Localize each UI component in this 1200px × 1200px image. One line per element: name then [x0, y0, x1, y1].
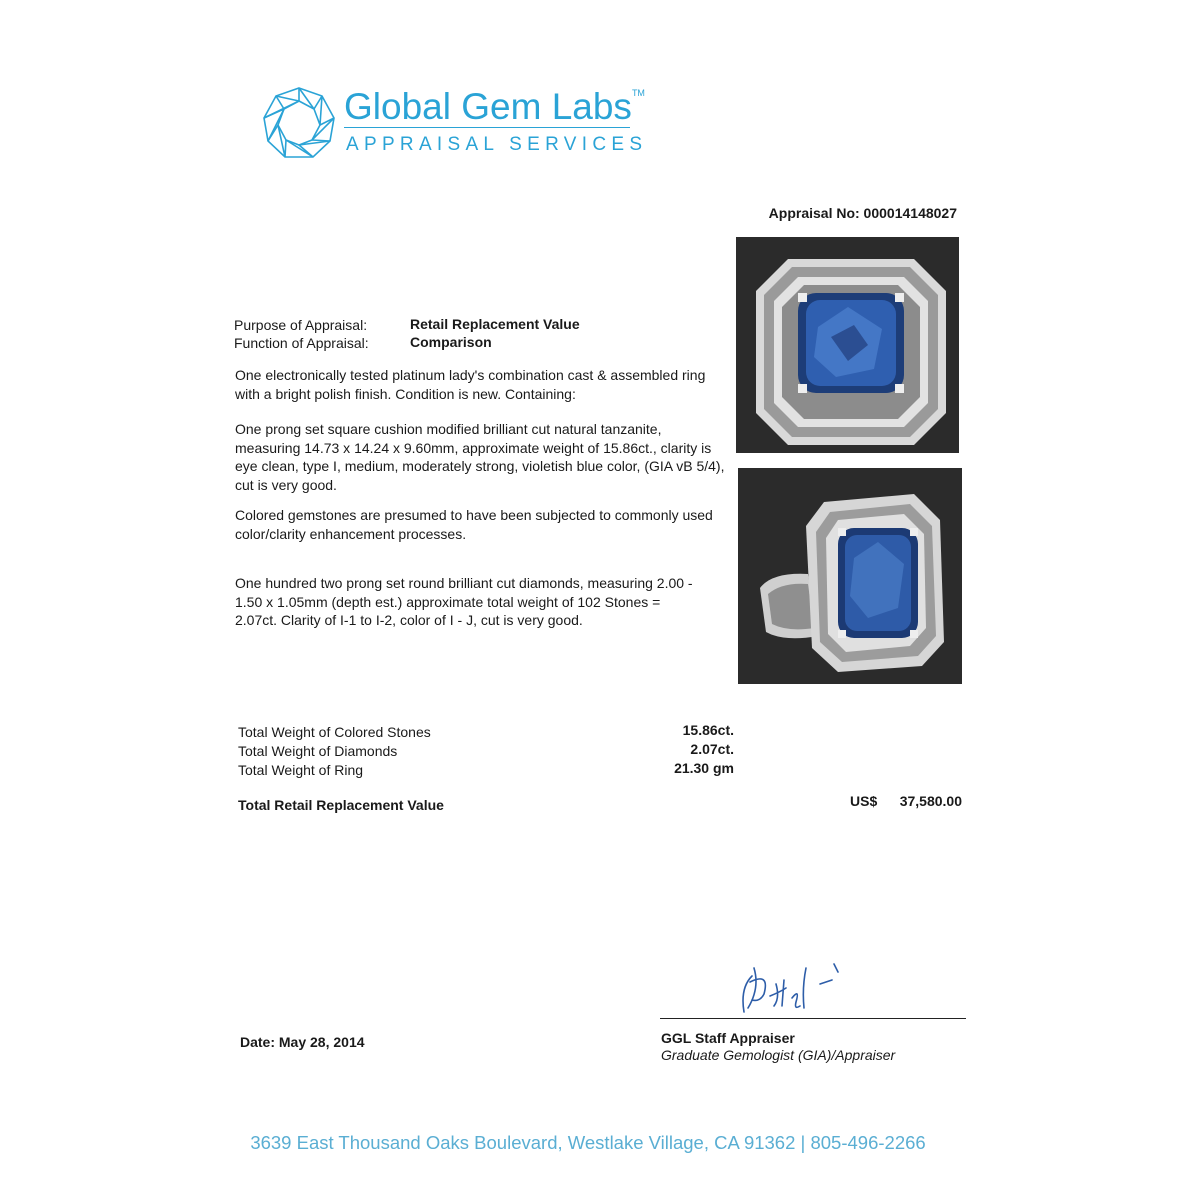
appraisal-number: Appraisal No: 000014148027 — [768, 205, 957, 221]
diamond-description: One hundred two prong set round brilliant cut diamonds, measuring 2.00 - 1.50 x 1.05mm (depth est.) approximate total weight of 102 Stones = 2.07ct. Clarity of I-1 to I-2, color of I - J, cut is very good. — [235, 575, 693, 628]
signature-line — [660, 1018, 966, 1019]
company-subtitle: APPRAISAL SERVICES — [346, 134, 648, 155]
logo-divider — [344, 127, 630, 128]
function-value: Comparison — [410, 334, 492, 350]
appraisal-date: Date: May 28, 2014 — [240, 1034, 365, 1050]
total-value-currency: US$ — [850, 793, 878, 809]
total-value-colored: 15.86ct. — [682, 722, 734, 738]
total-value-label: Total Retail Replacement Value — [238, 797, 444, 813]
ring-description: One electronically tested platinum lady's combination cast & assembled ring with a bright polish finish. Condition is new. Containing: — [235, 367, 706, 402]
signature-subtitle: Graduate Gemologist (GIA)/Appraiser — [661, 1047, 896, 1063]
company-name — [344, 86, 645, 128]
total-label-ring: Total Weight of Ring — [238, 762, 364, 778]
signature-title: GGL Staff Appraiser — [661, 1030, 795, 1046]
total-label-colored: Total Weight of Colored Stones — [238, 724, 431, 740]
ring-photo-side — [738, 468, 962, 684]
trademark: TM — [631, 88, 645, 98]
gem-icon — [261, 85, 337, 161]
purpose-label: Purpose of Appraisal: — [234, 317, 368, 333]
company-name-text: Global Gem Labs — [344, 86, 632, 127]
total-value-amount: 37,580.00 — [899, 793, 962, 809]
total-value-diamonds: 2.07ct. — [690, 741, 734, 757]
purpose-value: Retail Replacement Value — [410, 316, 580, 332]
total-label-diamonds: Total Weight of Diamonds — [238, 743, 398, 759]
function-label: Function of Appraisal: — [234, 335, 369, 351]
enhancement-note: Colored gemstones are presumed to have been subjected to commonly used color/clarity enhancement processes. — [235, 507, 713, 542]
total-value-ring: 21.30 gm — [674, 760, 734, 776]
ring-photo-top — [736, 237, 959, 453]
signature-scribble — [730, 958, 860, 1022]
tanzanite-description: One prong set square cushion modified brilliant cut natural tanzanite, measuring 14.73 x 14.24 x 9.60mm, approximate weight of 15.86ct., clarity is eye clean, type I, medium, moderately strong, violetish blue color, (GIA vB 5/4), cut is very good. — [235, 421, 725, 493]
footer-address: 3639 East Thousand Oaks Boulevard, Westlake Village, CA 91362 | 805-496-2266 — [250, 1132, 926, 1153]
